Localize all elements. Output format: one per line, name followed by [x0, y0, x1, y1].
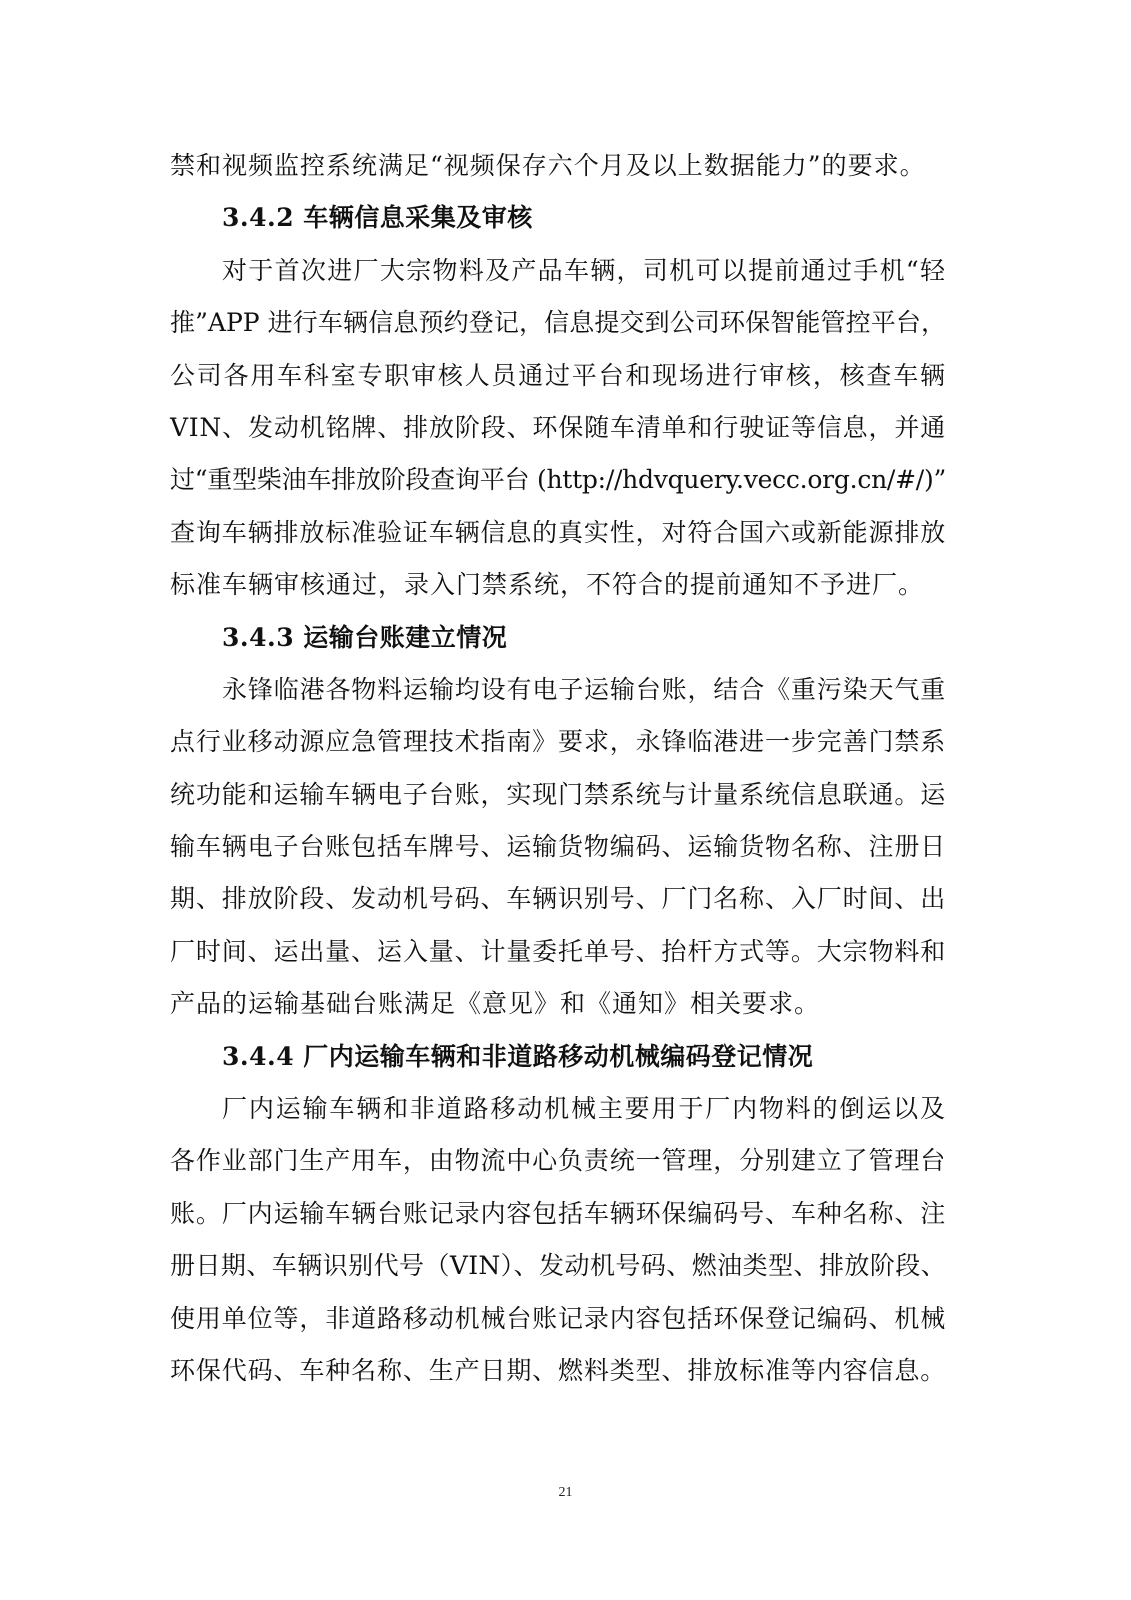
paragraph-line: 标准车辆审核通过，录入门禁系统，不符合的提前通知不予进厂。 [170, 570, 925, 600]
paragraph-line: 册日期、车辆识别代号（VIN）、发动机号码、燃油类型、排放阶段、 [170, 1251, 946, 1281]
paragraph-line: 永锋临港各物料运输均设有电子运输台账，结合《重污染天气重 [222, 674, 946, 704]
paragraph-line: 统功能和运输车辆电子台账，实现门禁系统与计量系统信息联通。运 [170, 779, 946, 809]
document-body [170, 140, 946, 1397]
section-heading-3-4-4: 3.4.4 厂内运输车辆和非道路移动机械编码登记情况 [222, 1041, 814, 1071]
paragraph-line: 推”APP 进行车辆信息预约登记，信息提交到公司环保智能管控平台， [170, 308, 946, 338]
paragraph-line: 厂时间、运出量、运入量、计量委托单号、抬杆方式等。大宗物料和 [170, 936, 946, 966]
paragraph-line: 期、排放阶段、发动机号码、车辆识别号、厂门名称、入厂时间、出 [170, 884, 946, 914]
section-heading-3-4-3: 3.4.3 运输台账建立情况 [222, 622, 508, 652]
paragraph-line: VIN、发动机铭牌、排放阶段、环保随车清单和行驶证等信息，并通 [170, 412, 946, 442]
paragraph-line: 输车辆电子台账包括车牌号、运输货物编码、运输货物名称、注册日 [170, 832, 946, 862]
paragraph-line: 使用单位等，非道路移动机械台账记录内容包括环保登记编码、机械 [170, 1303, 946, 1333]
paragraph-line: 公司各用车科室专职审核人员通过平台和现场进行审核，核查车辆 [170, 360, 946, 390]
section-heading-3-4-2: 3.4.2 车辆信息采集及审核 [222, 203, 533, 233]
paragraph-line: 环保代码、车种名称、生产日期、燃料类型、排放标准等内容信息。 [170, 1355, 946, 1385]
paragraph-line: 对于首次进厂大宗物料及产品车辆，司机可以提前通过手机“轻 [222, 255, 946, 285]
paragraph-line: 过“重型柴油车排放阶段查询平台 (http://hdvquery.vecc.org.cn/#/)” [170, 465, 946, 495]
paragraph-line: 厂内运输车辆和非道路移动机械主要用于厂内物料的倒运以及 [222, 1094, 946, 1124]
paragraph-line: 点行业移动源应急管理技术指南》要求，永锋临港进一步完善门禁系 [170, 727, 946, 757]
page-number: 21 [558, 1485, 573, 1500]
paragraph-line: 禁和视频监控系统满足“视频保存六个月及以上数据能力”的要求。 [170, 151, 926, 180]
paragraph-line: 各作业部门生产用车，由物流中心负责统一管理，分别建立了管理台 [170, 1146, 946, 1176]
paragraph-line: 账。厂内运输车辆台账记录内容包括车辆环保编码号、车种名称、注 [170, 1198, 946, 1228]
paragraph-line: 查询车辆排放标准验证车辆信息的真实性，对符合国六或新能源排放 [170, 517, 946, 547]
paragraph-line: 产品的运输基础台账满足《意见》和《通知》相关要求。 [170, 989, 821, 1019]
